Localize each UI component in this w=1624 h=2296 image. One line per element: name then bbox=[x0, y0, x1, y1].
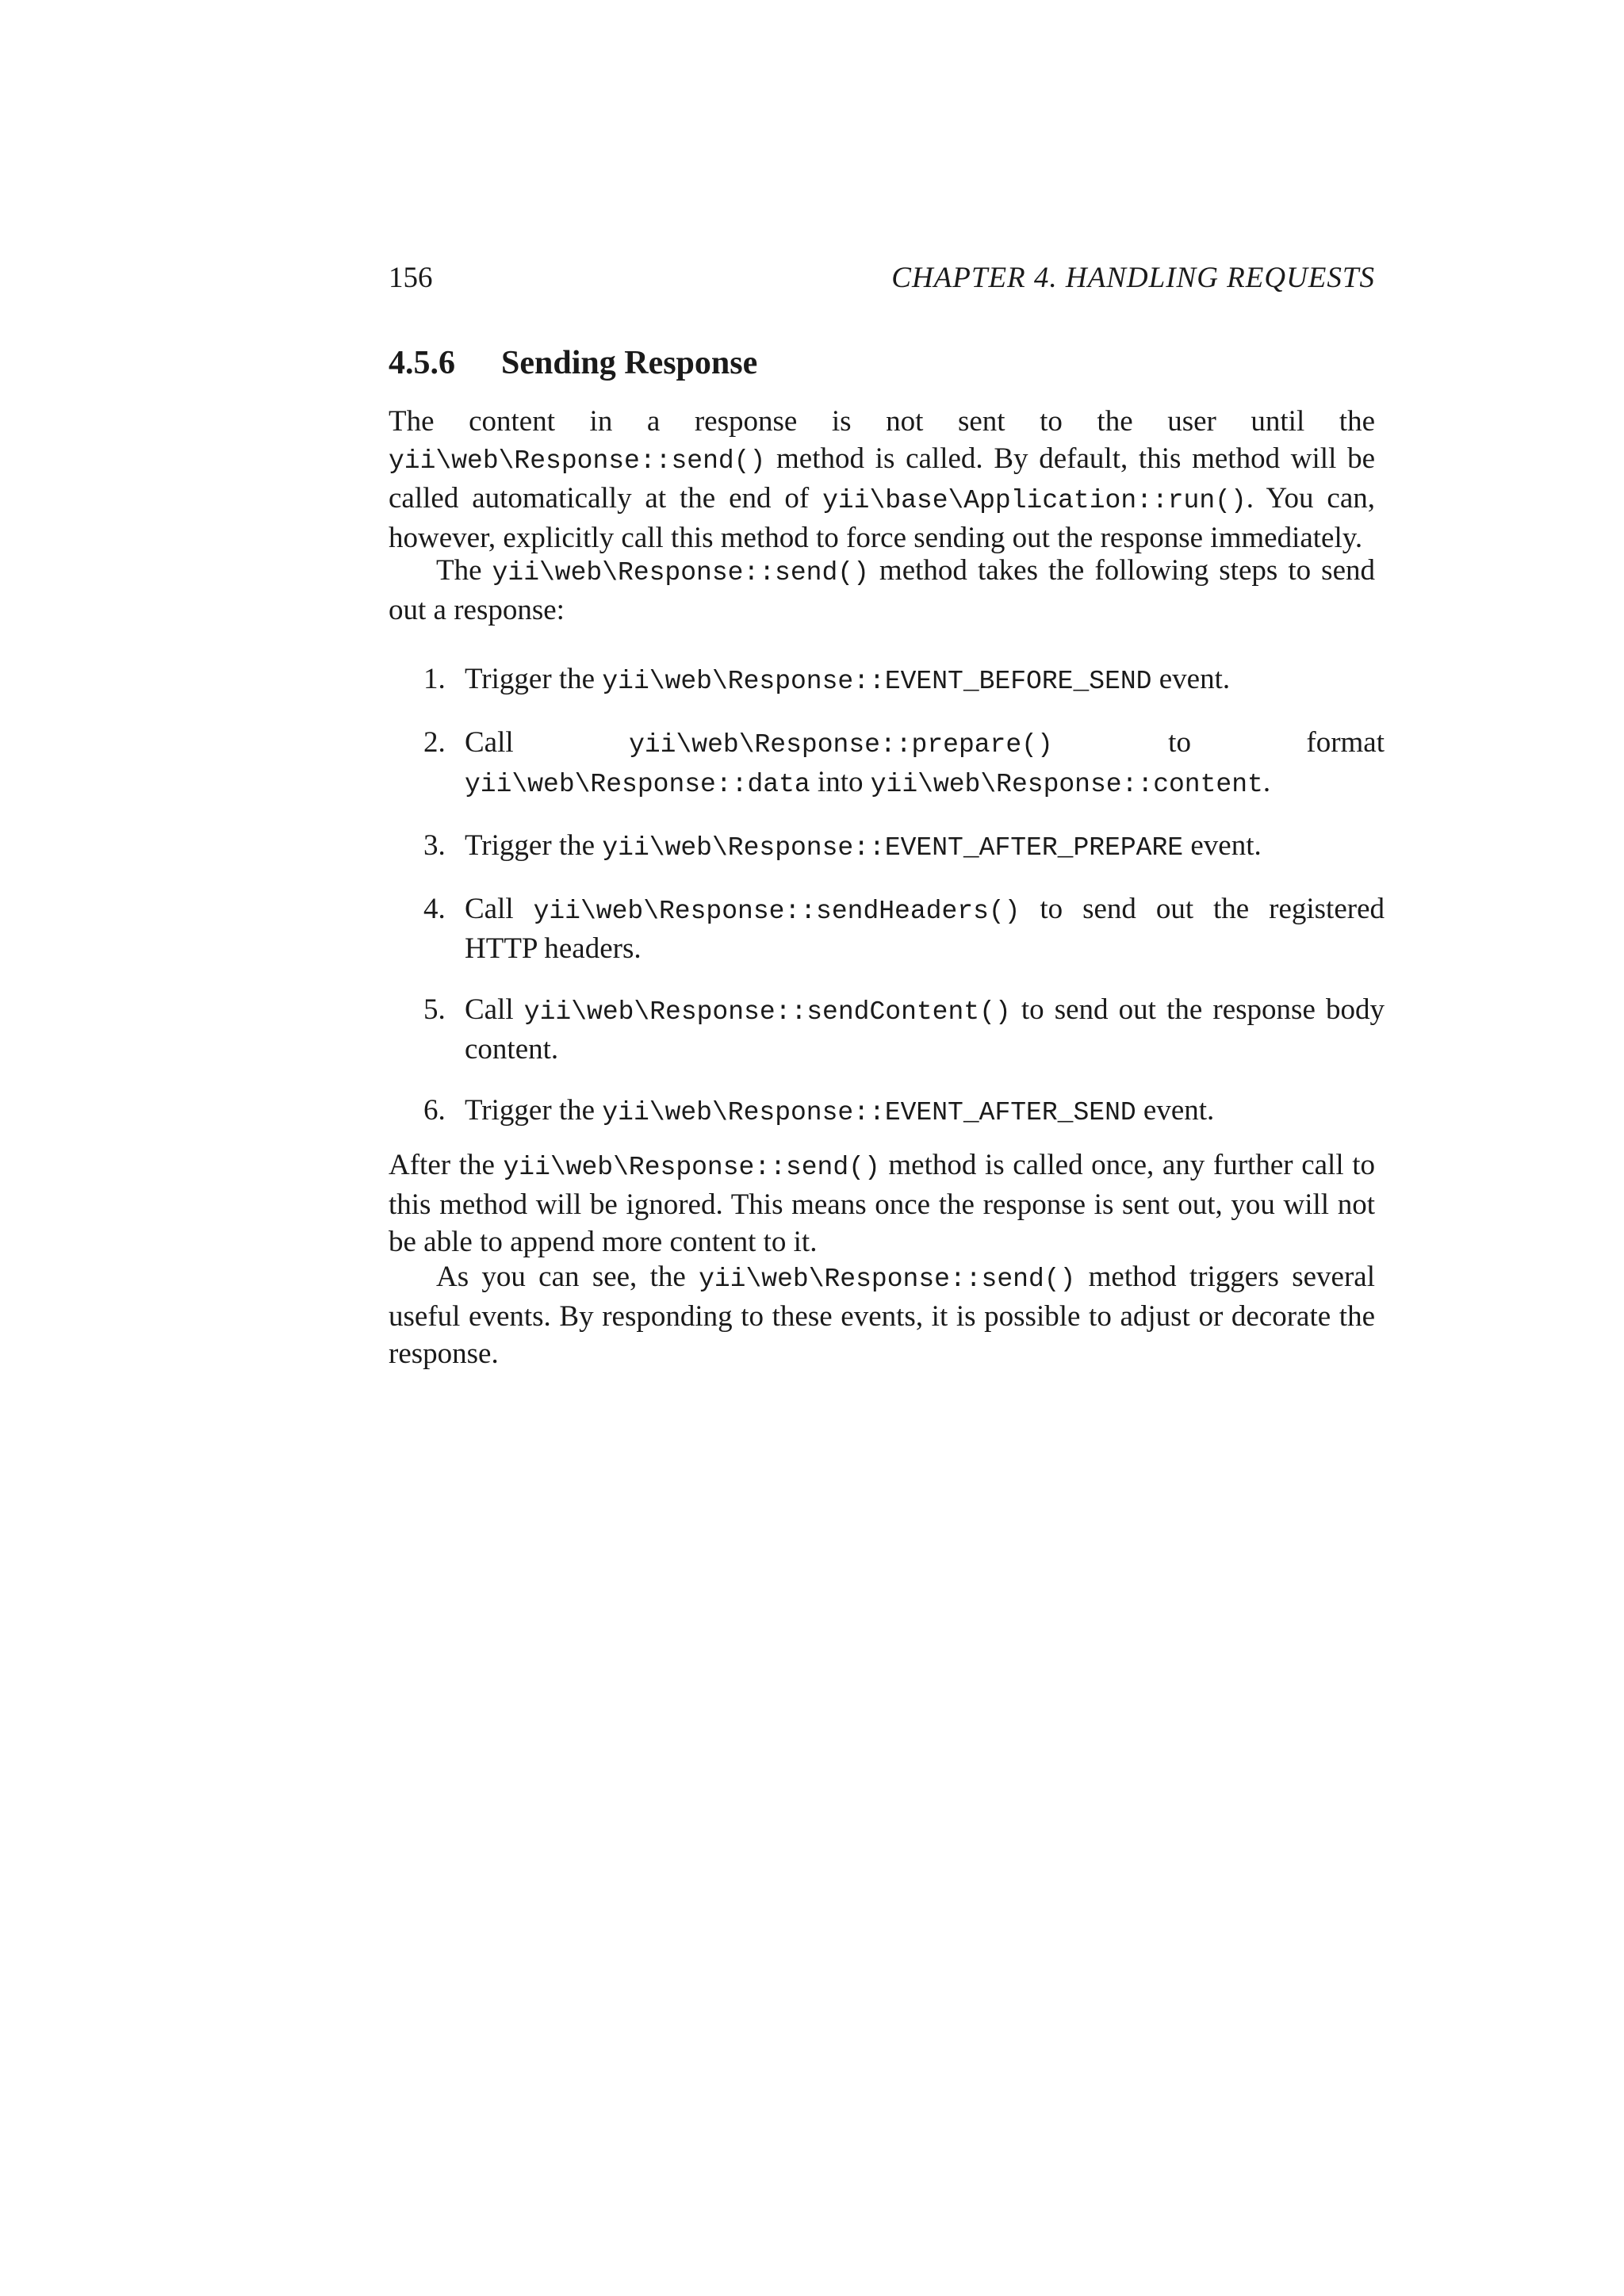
text-run: Trigger the bbox=[465, 829, 603, 862]
list-number: 6. bbox=[423, 1094, 446, 1127]
text-run: Call bbox=[465, 893, 534, 925]
running-head bbox=[389, 258, 1375, 298]
section-heading bbox=[389, 341, 1375, 385]
paragraph-after-send bbox=[389, 1146, 1375, 1261]
code-reference: yii\web\Response::sendContent() bbox=[523, 997, 1011, 1027]
list-item bbox=[389, 827, 1385, 867]
list-number: 2. bbox=[423, 726, 446, 759]
section-number: 4.5.6 bbox=[389, 345, 455, 381]
text-run: As you can see, the bbox=[436, 1261, 699, 1293]
code-reference: yii\web\Response::prepare() bbox=[629, 730, 1053, 760]
text-run: event. bbox=[1151, 663, 1231, 695]
code-reference: yii\web\Response::EVENT_AFTER_PREPARE bbox=[602, 833, 1184, 863]
chapter-title: CHAPTER 4. HANDLING REQUESTS bbox=[891, 262, 1375, 294]
text-run: event. bbox=[1136, 1094, 1215, 1127]
text-run: Call bbox=[465, 993, 524, 1026]
list-item bbox=[389, 1092, 1385, 1131]
text-run: event. bbox=[1183, 829, 1262, 862]
text-run: Trigger the bbox=[465, 1094, 603, 1127]
code-reference: yii\web\Response::send() bbox=[492, 558, 869, 587]
list-number: 5. bbox=[423, 993, 446, 1026]
paragraph-steps-intro bbox=[389, 552, 1375, 629]
text-run: into bbox=[810, 766, 871, 798]
code-reference: yii\base\Application::run() bbox=[822, 486, 1247, 515]
steps-list bbox=[389, 660, 1385, 1155]
text-run: After the bbox=[389, 1149, 504, 1181]
text-run: . bbox=[1262, 766, 1271, 798]
text-run: to send out the response body content. bbox=[465, 993, 1385, 1066]
list-item bbox=[389, 890, 1385, 967]
list-number: 3. bbox=[423, 829, 446, 862]
code-reference: yii\web\Response::sendHeaders() bbox=[533, 897, 1021, 926]
text-run: to format bbox=[1052, 726, 1385, 759]
code-reference: yii\web\Response::send() bbox=[699, 1265, 1076, 1294]
list-number: 4. bbox=[423, 893, 446, 925]
text-run: Trigger the bbox=[465, 663, 603, 695]
text-run: method takes the following steps to send out a response: bbox=[389, 554, 1375, 626]
text-run: Call bbox=[465, 726, 630, 759]
section-title: Sending Response bbox=[501, 345, 758, 381]
text-run: to send out the registered HTTP headers. bbox=[465, 893, 1385, 965]
list-item bbox=[389, 724, 1385, 803]
text-run: The content in a response is not sent to the user until the bbox=[389, 405, 1375, 438]
code-reference: yii\web\Response::EVENT_BEFORE_SEND bbox=[602, 667, 1152, 696]
code-reference: yii\web\Response::EVENT_AFTER_SEND bbox=[602, 1098, 1136, 1127]
list-item bbox=[389, 991, 1385, 1068]
code-reference: yii\web\Response::content bbox=[870, 770, 1263, 799]
list-item bbox=[389, 660, 1385, 700]
text-run: method triggers several useful events. By responding to these events, it is possible to adjust or decorate the response. bbox=[389, 1261, 1375, 1370]
page-number: 156 bbox=[389, 262, 433, 294]
text-run: The bbox=[436, 554, 492, 587]
paragraph-events bbox=[389, 1258, 1375, 1372]
text-run: . You can, however, explicitly call this method to force sending out the response immediately. bbox=[389, 482, 1375, 554]
list-number: 1. bbox=[423, 663, 446, 695]
text-run: method is called. By default, this method will be called automatically at the end of bbox=[389, 442, 1375, 515]
paragraph-intro bbox=[389, 403, 1375, 557]
text-run: method is called once, any further call to this method will be ignored. This means once the response is sent out, you will not be able to append more content to it. bbox=[389, 1149, 1375, 1258]
code-reference: yii\web\Response::send() bbox=[389, 446, 766, 476]
code-reference: yii\web\Response::data bbox=[465, 770, 810, 799]
code-reference: yii\web\Response::send() bbox=[503, 1153, 880, 1182]
